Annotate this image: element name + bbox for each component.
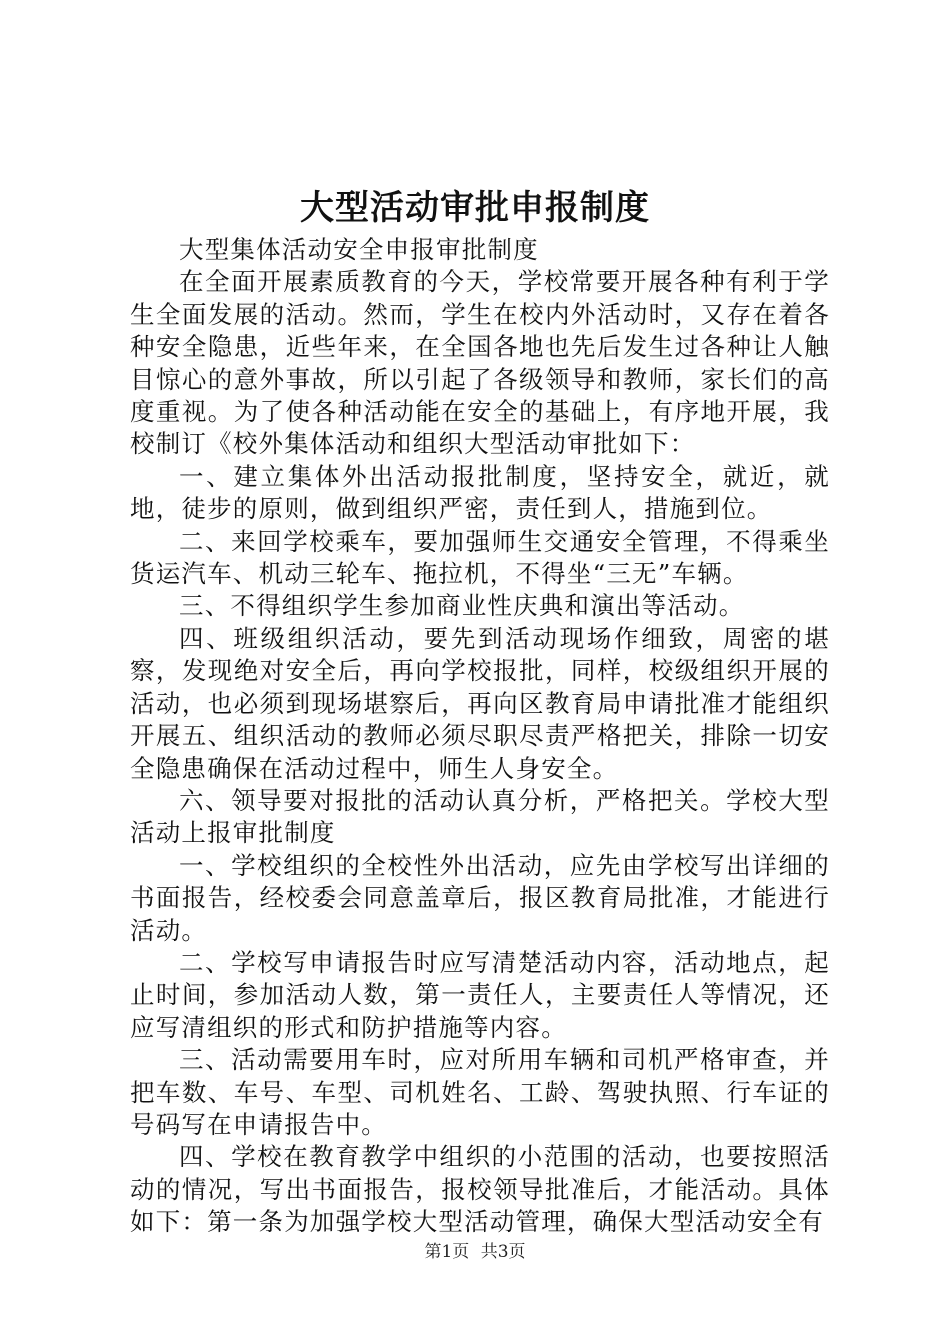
paragraph: 六、领导要对报批的活动认真分析，严格把关。学校大型活动上报审批制度 [130, 785, 830, 848]
paragraph: 在全面开展素质教育的今天，学校常要开展各种有利于学生全面发展的活动。然而，学生在校内外活动时，又存在着各种安全隐患，近些年来，在全国各地也先后发生过各种让人触目惊心的意外事故，所以引起了各级领导和教师，家长们的高度重视。为了使各种活动能在安全的基础上，有序地开展，我校制订《校外集体活动和组织大型活动审批如下： [130, 267, 830, 459]
paragraph: 一、建立集体外出活动报批制度，坚持安全，就近，就地，徒步的原则，做到组织严密，责任到人，措施到位。 [130, 461, 830, 524]
paragraph: 二、学校写申请报告时应写清楚活动内容，活动地点，起止时间，参加活动人数，第一责任人，主要责任人等情况，还应写清组织的形式和防护措施等内容。 [130, 947, 830, 1042]
paragraph: 四、学校在教育教学中组织的小范围的活动，也要按照活动的情况，写出书面报告，报校领导批准后，才能活动。具体如下：第一条为加强学校大型活动管理，确保大型活动安全有 [130, 1142, 830, 1237]
page-number: 第1页 [424, 1242, 470, 1262]
page-footer [0, 1240, 950, 1264]
paragraph: 二、来回学校乘车，要加强师生交通安全管理，不得乘坐货运汽车、机动三轮车、拖拉机，不得坐“三无”车辆。 [130, 526, 830, 589]
paragraph: 三、活动需要用车时，应对所用车辆和司机严格审查，并把车数、车号、车型、司机姓名、工龄、驾驶执照、行车证的号码写在申请报告中。 [130, 1045, 830, 1139]
paragraph: 一、学校组织的全校性外出活动，应先由学校写出详细的书面报告，经校委会同意盖章后，报区教育局批准，才能进行活动。 [130, 850, 830, 945]
paragraph: 大型集体活动安全申报审批制度 [179, 235, 539, 264]
document-title: 大型活动审批申报制度 [300, 188, 650, 228]
page-total: 共3页 [480, 1242, 526, 1262]
paragraph: 四、班级组织活动，要先到活动现场作细致，周密的堪察，发现绝对安全后，再向学校报批，同样，校级组织开展的活动，也必须到现场堪察后，再向区教育局申请批准才能组织开展五、组织活动的教师必须尽职尽责严格把关，排除一切安全隐患确保在活动过程中，师生人身安全。 [130, 623, 830, 783]
document-body [130, 234, 830, 1239]
paragraph: 三、不得组织学生参加商业性庆典和演出等活动。 [179, 591, 745, 621]
